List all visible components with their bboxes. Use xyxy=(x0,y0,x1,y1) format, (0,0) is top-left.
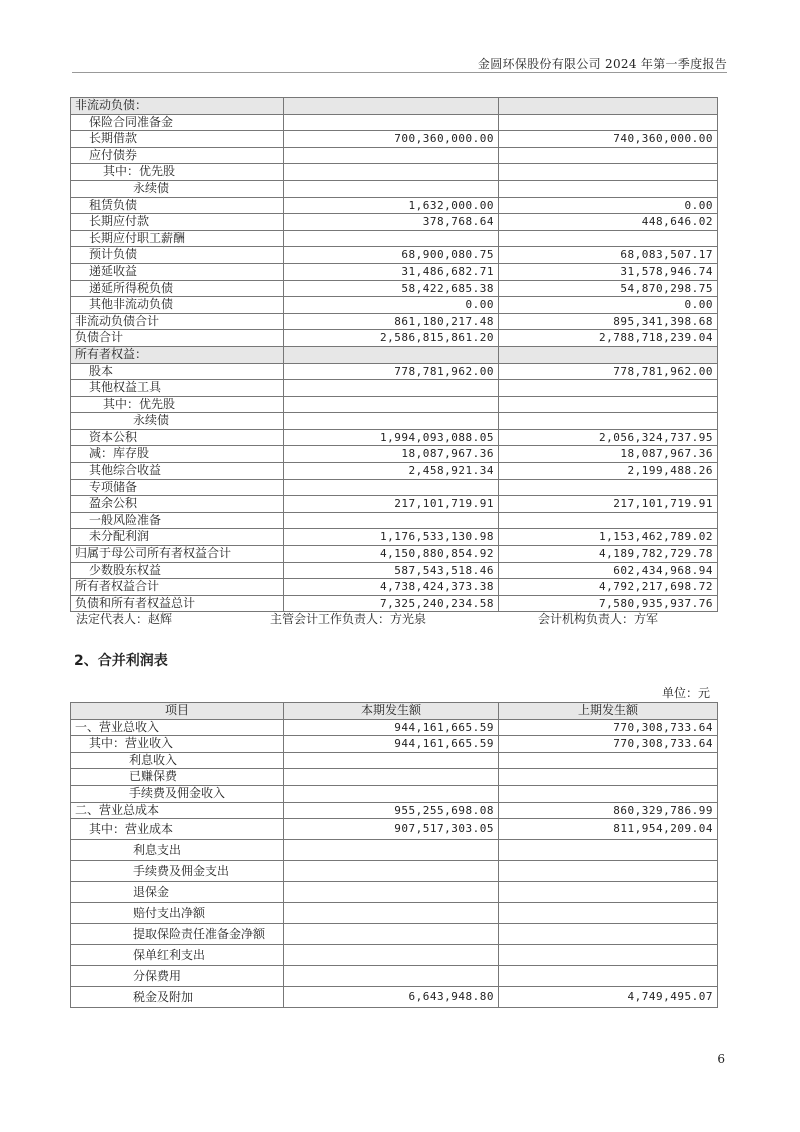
previous-period-value: 31,578,946.74 xyxy=(499,263,718,280)
current-period-value: 955,255,698.08 xyxy=(284,802,499,819)
row-label: 一、营业总收入 xyxy=(71,719,284,736)
current-period-value: 700,360,000.00 xyxy=(284,131,499,148)
row-label: 长期应付职工薪酬 xyxy=(71,230,284,247)
previous-period-value xyxy=(499,413,718,430)
table-row xyxy=(71,769,718,786)
row-label: 其中：营业收入 xyxy=(71,736,284,753)
row-label: 应付债券 xyxy=(71,147,284,164)
current-period-value: 0.00 xyxy=(284,297,499,314)
table-row xyxy=(71,819,718,840)
previous-period-value xyxy=(499,380,718,397)
current-period-value: 2,458,921.34 xyxy=(284,463,499,480)
page-header xyxy=(72,44,727,73)
previous-period-value xyxy=(499,396,718,413)
header-previous: 上期发生额 xyxy=(499,703,718,720)
row-label: 税金及附加 xyxy=(71,987,284,1008)
page-number: 6 xyxy=(717,1052,725,1066)
table-row xyxy=(71,380,718,397)
table-row xyxy=(71,330,718,347)
current-period-value xyxy=(284,114,499,131)
table-row xyxy=(71,346,718,363)
row-label: 利息支出 xyxy=(71,840,284,861)
previous-period-value xyxy=(499,98,718,115)
previous-period-value xyxy=(499,924,718,945)
table-header-row xyxy=(71,703,718,720)
row-label: 负债和所有者权益总计 xyxy=(71,595,284,612)
row-label: 永续债 xyxy=(71,413,284,430)
current-period-value: 944,161,665.59 xyxy=(284,736,499,753)
row-label: 永续债 xyxy=(71,180,284,197)
table-row xyxy=(71,247,718,264)
row-label: 减：库存股 xyxy=(71,446,284,463)
current-period-value xyxy=(284,380,499,397)
accounting-org-head: 会计机构负责人：方军 xyxy=(538,612,659,626)
table-row xyxy=(71,214,718,231)
current-period-value xyxy=(284,785,499,802)
previous-period-value: 811,954,209.04 xyxy=(499,819,718,840)
table-row xyxy=(71,429,718,446)
current-period-value: 68,900,080.75 xyxy=(284,247,499,264)
table-row xyxy=(71,512,718,529)
row-label: 赔付支出净额 xyxy=(71,903,284,924)
table-row xyxy=(71,966,718,987)
current-period-value xyxy=(284,512,499,529)
current-period-value xyxy=(284,861,499,882)
table-row xyxy=(71,98,718,115)
current-period-value: 18,087,967.36 xyxy=(284,446,499,463)
table-row xyxy=(71,785,718,802)
previous-period-value: 740,360,000.00 xyxy=(499,131,718,148)
previous-period-value xyxy=(499,882,718,903)
previous-period-value: 4,189,782,729.78 xyxy=(499,546,718,563)
current-period-value: 944,161,665.59 xyxy=(284,719,499,736)
previous-period-value xyxy=(499,769,718,786)
previous-period-value: 7,580,935,937.76 xyxy=(499,595,718,612)
row-label: 资本公积 xyxy=(71,429,284,446)
row-label: 一般风险准备 xyxy=(71,512,284,529)
previous-period-value xyxy=(499,945,718,966)
table-row xyxy=(71,882,718,903)
table-row xyxy=(71,579,718,596)
row-label: 提取保险责任准备金净额 xyxy=(71,924,284,945)
previous-period-value: 1,153,462,789.02 xyxy=(499,529,718,546)
header-item: 项目 xyxy=(71,703,284,720)
current-period-value: 1,176,533,130.98 xyxy=(284,529,499,546)
current-period-value xyxy=(284,164,499,181)
table-row xyxy=(71,562,718,579)
previous-period-value: 54,870,298.75 xyxy=(499,280,718,297)
row-label: 递延所得税负债 xyxy=(71,280,284,297)
current-period-value xyxy=(284,346,499,363)
current-period-value xyxy=(284,479,499,496)
current-period-value xyxy=(284,924,499,945)
table-row xyxy=(71,861,718,882)
current-period-value xyxy=(284,413,499,430)
previous-period-value xyxy=(499,840,718,861)
table-row xyxy=(71,297,718,314)
current-period-value xyxy=(284,230,499,247)
row-label: 所有者权益合计 xyxy=(71,579,284,596)
table-row xyxy=(71,147,718,164)
row-label: 所有者权益： xyxy=(71,346,284,363)
previous-period-value: 0.00 xyxy=(499,297,718,314)
row-label: 长期应付款 xyxy=(71,214,284,231)
balance-sheet-table xyxy=(70,97,718,612)
row-label: 手续费及佣金收入 xyxy=(71,785,284,802)
previous-period-value: 860,329,786.99 xyxy=(499,802,718,819)
table-row xyxy=(71,164,718,181)
previous-period-value xyxy=(499,861,718,882)
previous-period-value: 2,199,488.26 xyxy=(499,463,718,480)
row-label: 预计负债 xyxy=(71,247,284,264)
table-row xyxy=(71,752,718,769)
current-period-value: 6,643,948.80 xyxy=(284,987,499,1008)
row-label: 盈余公积 xyxy=(71,496,284,513)
current-period-value xyxy=(284,752,499,769)
table-row xyxy=(71,230,718,247)
table-row xyxy=(71,840,718,861)
table-row xyxy=(71,263,718,280)
previous-period-value xyxy=(499,479,718,496)
current-period-value xyxy=(284,903,499,924)
row-label: 租赁负债 xyxy=(71,197,284,214)
row-label: 其他非流动负债 xyxy=(71,297,284,314)
row-label: 其他权益工具 xyxy=(71,380,284,397)
previous-period-value: 0.00 xyxy=(499,197,718,214)
row-label: 其中：优先股 xyxy=(71,164,284,181)
row-label: 股本 xyxy=(71,363,284,380)
table-row xyxy=(71,546,718,563)
previous-period-value: 217,101,719.91 xyxy=(499,496,718,513)
current-period-value: 861,180,217.48 xyxy=(284,313,499,330)
row-label: 二、营业总成本 xyxy=(71,802,284,819)
row-label: 保单红利支出 xyxy=(71,945,284,966)
current-period-value: 4,150,880,854.92 xyxy=(284,546,499,563)
table-row xyxy=(71,446,718,463)
current-period-value xyxy=(284,945,499,966)
previous-period-value xyxy=(499,966,718,987)
table-row xyxy=(71,802,718,819)
current-period-value: 1,632,000.00 xyxy=(284,197,499,214)
current-period-value: 378,768.64 xyxy=(284,214,499,231)
current-period-value: 587,543,518.46 xyxy=(284,562,499,579)
row-label: 分保费用 xyxy=(71,966,284,987)
row-label: 负债合计 xyxy=(71,330,284,347)
row-label: 已赚保费 xyxy=(71,769,284,786)
previous-period-value xyxy=(499,785,718,802)
previous-period-value: 18,087,967.36 xyxy=(499,446,718,463)
table-row xyxy=(71,280,718,297)
current-period-value xyxy=(284,98,499,115)
current-period-value xyxy=(284,840,499,861)
previous-period-value: 770,308,733.64 xyxy=(499,736,718,753)
previous-period-value xyxy=(499,903,718,924)
previous-period-value xyxy=(499,164,718,181)
table-row xyxy=(71,413,718,430)
current-period-value xyxy=(284,180,499,197)
current-period-value xyxy=(284,882,499,903)
previous-period-value: 2,788,718,239.04 xyxy=(499,330,718,347)
current-period-value: 1,994,093,088.05 xyxy=(284,429,499,446)
row-label: 保险合同准备金 xyxy=(71,114,284,131)
previous-period-value xyxy=(499,752,718,769)
current-period-value: 31,486,682.71 xyxy=(284,263,499,280)
current-period-value: 217,101,719.91 xyxy=(284,496,499,513)
row-label: 其他综合收益 xyxy=(71,463,284,480)
previous-period-value: 895,341,398.68 xyxy=(499,313,718,330)
table-row xyxy=(71,719,718,736)
row-label: 非流动负债： xyxy=(71,98,284,115)
row-label: 长期借款 xyxy=(71,131,284,148)
previous-period-value: 2,056,324,737.95 xyxy=(499,429,718,446)
table-row xyxy=(71,396,718,413)
row-label: 利息收入 xyxy=(71,752,284,769)
previous-period-value: 4,792,217,698.72 xyxy=(499,579,718,596)
signature-line xyxy=(72,610,727,626)
table-row xyxy=(71,114,718,131)
previous-period-value: 778,781,962.00 xyxy=(499,363,718,380)
current-period-value: 7,325,240,234.58 xyxy=(284,595,499,612)
current-period-value xyxy=(284,147,499,164)
section-title: 2、合并利润表 xyxy=(74,653,168,669)
table-row xyxy=(71,736,718,753)
table-row xyxy=(71,463,718,480)
current-period-value: 778,781,962.00 xyxy=(284,363,499,380)
income-statement-table xyxy=(70,702,718,1008)
table-row xyxy=(71,496,718,513)
current-period-value: 2,586,815,861.20 xyxy=(284,330,499,347)
previous-period-value xyxy=(499,230,718,247)
table-row xyxy=(71,903,718,924)
current-period-value xyxy=(284,966,499,987)
previous-period-value: 602,434,968.94 xyxy=(499,562,718,579)
table-row xyxy=(71,945,718,966)
previous-period-value: 4,749,495.07 xyxy=(499,987,718,1008)
current-period-value: 907,517,303.05 xyxy=(284,819,499,840)
table-row xyxy=(71,479,718,496)
legal-representative: 法定代表人：赵辉 xyxy=(76,612,173,626)
row-label: 专项储备 xyxy=(71,479,284,496)
header-current: 本期发生额 xyxy=(284,703,499,720)
current-period-value xyxy=(284,396,499,413)
previous-period-value xyxy=(499,346,718,363)
row-label: 其中：优先股 xyxy=(71,396,284,413)
unit-label: 单位：元 xyxy=(661,686,710,700)
row-label: 递延收益 xyxy=(71,263,284,280)
row-label: 手续费及佣金支出 xyxy=(71,861,284,882)
current-period-value: 58,422,685.38 xyxy=(284,280,499,297)
table-row xyxy=(71,180,718,197)
table-row xyxy=(71,363,718,380)
current-period-value: 4,738,424,373.38 xyxy=(284,579,499,596)
previous-period-value: 770,308,733.64 xyxy=(499,719,718,736)
table-row xyxy=(71,197,718,214)
row-label: 少数股东权益 xyxy=(71,562,284,579)
previous-period-value: 448,646.02 xyxy=(499,214,718,231)
previous-period-value xyxy=(499,512,718,529)
table-row xyxy=(71,131,718,148)
previous-period-value xyxy=(499,114,718,131)
row-label: 非流动负债合计 xyxy=(71,313,284,330)
row-label: 归属于母公司所有者权益合计 xyxy=(71,546,284,563)
row-label: 退保金 xyxy=(71,882,284,903)
row-label: 未分配利润 xyxy=(71,529,284,546)
current-period-value xyxy=(284,769,499,786)
table-row xyxy=(71,529,718,546)
table-row xyxy=(71,924,718,945)
previous-period-value xyxy=(499,180,718,197)
table-row xyxy=(71,313,718,330)
accounting-head: 主管会计工作负责人：方光泉 xyxy=(270,612,427,626)
table-row xyxy=(71,987,718,1008)
previous-period-value xyxy=(499,147,718,164)
report-title: 金圆环保股份有限公司 2024 年第一季度报告 xyxy=(477,57,727,71)
previous-period-value: 68,083,507.17 xyxy=(499,247,718,264)
row-label: 其中：营业成本 xyxy=(71,819,284,840)
